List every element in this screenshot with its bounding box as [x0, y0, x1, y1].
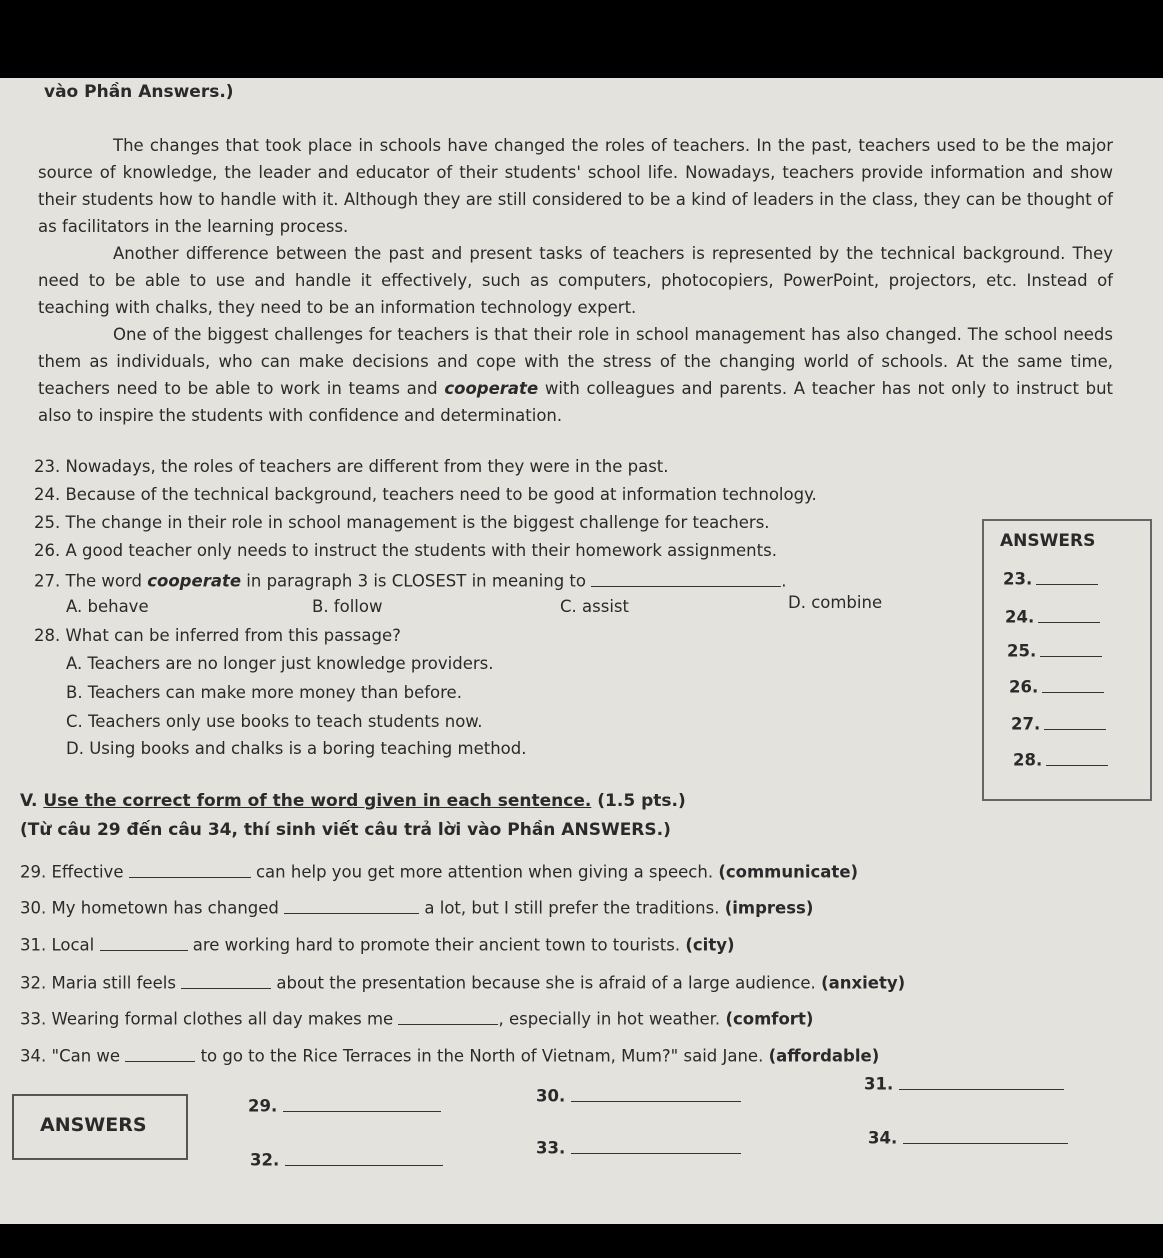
- sentence-end: , especially in hot weather.: [498, 1009, 721, 1029]
- answer-line: [250, 1148, 443, 1170]
- answer-line: [1013, 748, 1108, 770]
- answer-blank[interactable]: [903, 1126, 1068, 1144]
- word-form-30: [20, 896, 813, 918]
- answer-blank[interactable]: [1038, 605, 1100, 623]
- answer-blank: [398, 1007, 498, 1025]
- answer-blank[interactable]: [1036, 567, 1098, 585]
- answer-blank[interactable]: [1040, 639, 1102, 657]
- answer-blank[interactable]: [283, 1094, 441, 1112]
- answer-number: 33.: [536, 1138, 566, 1158]
- answers-heading: ANSWERS: [1000, 531, 1096, 551]
- answer-blank: [591, 569, 781, 587]
- word-form-31: [20, 933, 735, 955]
- option-d: D. Using books and chalks is a boring teaching method.: [66, 739, 527, 758]
- sentence-end: about the presentation because she is afraid of a large audience.: [276, 973, 816, 993]
- answer-number: 27.: [1011, 714, 1041, 734]
- answer-number: 30.: [536, 1086, 566, 1106]
- answer-line: [868, 1126, 1068, 1148]
- sentence-end: are working hard to promote their ancient town to tourists.: [192, 935, 681, 955]
- passage-text: with colleagues and parents. A teacher has not only to instruct but also to inspire the students with confidence and determination.: [38, 379, 1113, 425]
- answer-blank[interactable]: [285, 1148, 443, 1166]
- option-c: C. Teachers only use books to teach students now.: [66, 712, 483, 731]
- sentence-start: 34. "Can we: [20, 1046, 121, 1066]
- section-v-note: (Từ câu 29 đến câu 34, thí sinh viết câu trả lời vào Phần ANSWERS.): [20, 820, 671, 840]
- answer-number: 29.: [248, 1096, 278, 1116]
- instruction-tail: vào Phần Answers.): [44, 82, 234, 102]
- answer-blank: [129, 860, 251, 878]
- option-d: D. combine: [788, 593, 883, 612]
- answer-number: 26.: [1009, 677, 1039, 697]
- sentence-start: 31. Local: [20, 935, 95, 955]
- question-24: 24. Because of the technical background, teachers need to be good at information technology.: [34, 485, 817, 504]
- given-word: (anxiety): [821, 973, 906, 993]
- option-a: A. Teachers are no longer just knowledge providers.: [66, 654, 494, 673]
- sentence-end: a lot, but I still prefer the traditions.: [424, 898, 720, 918]
- section-v-heading: [20, 791, 686, 811]
- word-form-32: [20, 971, 905, 993]
- given-word: (affordable): [768, 1046, 880, 1066]
- answer-line: [1005, 605, 1100, 627]
- question-text: in paragraph 3 is CLOSEST in meaning to: [241, 571, 586, 591]
- question-28: 28. What can be inferred from this passage?: [34, 626, 401, 645]
- section-title: Use the correct form of the word given in each sentence.: [43, 791, 592, 811]
- answer-number: 32.: [250, 1150, 280, 1170]
- answer-number: 23.: [1003, 569, 1033, 589]
- reading-passage: [38, 132, 1113, 429]
- answer-number: 31.: [864, 1074, 894, 1094]
- question-25: 25. The change in their role in school management is the biggest challenge for teachers.: [34, 513, 770, 532]
- section-number: V.: [20, 791, 44, 811]
- question-text: 27. The word: [34, 571, 148, 591]
- worksheet-page: [0, 78, 1163, 1224]
- option-b: B. Teachers can make more money than before.: [66, 683, 462, 702]
- sentence-end: can help you get more attention when giving a speech.: [255, 862, 714, 882]
- question-26: 26. A good teacher only needs to instruct the students with their homework assignments.: [34, 541, 777, 560]
- given-word: (impress): [724, 898, 814, 918]
- sentence-end: to go to the Rice Terraces in the North of Vietnam, Mum?" said Jane.: [200, 1046, 764, 1066]
- passage-text: One of the biggest challenges for teachers is that their role in school management has also changed. The school needs them as individuals, who can make decisions and cope with the stress of the changing world of schools. At the same time, teachers need to be able to work in teams and: [38, 325, 1113, 398]
- sentence-start: 30. My hometown has changed: [20, 898, 279, 918]
- given-word: (communicate): [718, 862, 859, 882]
- answer-blank[interactable]: [899, 1072, 1064, 1090]
- answer-line: [1011, 712, 1106, 734]
- answer-blank[interactable]: [1044, 712, 1106, 730]
- answer-blank[interactable]: [1042, 675, 1104, 693]
- option-a: A. behave: [66, 597, 149, 616]
- answer-blank: [181, 971, 271, 989]
- answer-line: [1007, 639, 1102, 661]
- highlighted-word: cooperate: [147, 571, 242, 591]
- answer-blank: [125, 1044, 195, 1062]
- answer-blank: [100, 933, 188, 951]
- option-c: C. assist: [560, 597, 629, 616]
- answer-line: [1003, 567, 1098, 589]
- section-points: (1.5 pts.): [591, 791, 686, 811]
- answer-line: [864, 1072, 1064, 1094]
- highlighted-word: cooperate: [444, 379, 539, 398]
- sentence-start: 33. Wearing formal clothes all day makes me: [20, 1009, 394, 1029]
- answer-line: [1009, 675, 1104, 697]
- answers-box: [12, 1094, 188, 1160]
- given-word: (city): [685, 935, 735, 955]
- answers-heading: ANSWERS: [40, 1114, 147, 1136]
- answer-line: [536, 1136, 741, 1158]
- passage-paragraph-2: Another difference between the past and present tasks of teachers is represented by the technical background. They need to be able to use and handle it effectively, such as computers, photocopiers, PowerPoint, projectors, etc. Instead of teaching with chalks, they need to be an information technology expert.: [38, 244, 1113, 317]
- word-form-33: [20, 1007, 813, 1029]
- answer-number: 25.: [1007, 641, 1037, 661]
- question-23: 23. Nowadays, the roles of teachers are different from they were in the past.: [34, 457, 669, 476]
- answer-blank: [284, 896, 419, 914]
- word-form-29: [20, 860, 858, 882]
- answer-blank[interactable]: [571, 1084, 741, 1102]
- passage-paragraph-1: The changes that took place in schools have changed the roles of teachers. In the past, teachers used to be the major source of knowledge, the leader and educator of their students' school life. Nowadays, teachers provide information and show their students how to handle with it. Although they are still considered to be a kind of leaders in the class, they can be thought of as facilitators in the learning process.: [38, 136, 1113, 236]
- answer-number: 34.: [868, 1128, 898, 1148]
- answer-line: [248, 1094, 441, 1116]
- option-b: B. follow: [312, 597, 383, 616]
- question-27: 27. The word cooperate in paragraph 3 is CLOSEST in meaning to .: [34, 569, 786, 591]
- answer-blank[interactable]: [571, 1136, 741, 1154]
- passage-paragraph-3: [38, 321, 1113, 429]
- answer-line: [536, 1084, 741, 1106]
- given-word: (comfort): [725, 1009, 814, 1029]
- answer-number: 28.: [1013, 750, 1043, 770]
- sentence-start: 29. Effective: [20, 862, 124, 882]
- answer-number: 24.: [1005, 607, 1035, 627]
- answer-blank[interactable]: [1046, 748, 1108, 766]
- word-form-34: [20, 1044, 879, 1066]
- sentence-start: 32. Maria still feels: [20, 973, 176, 993]
